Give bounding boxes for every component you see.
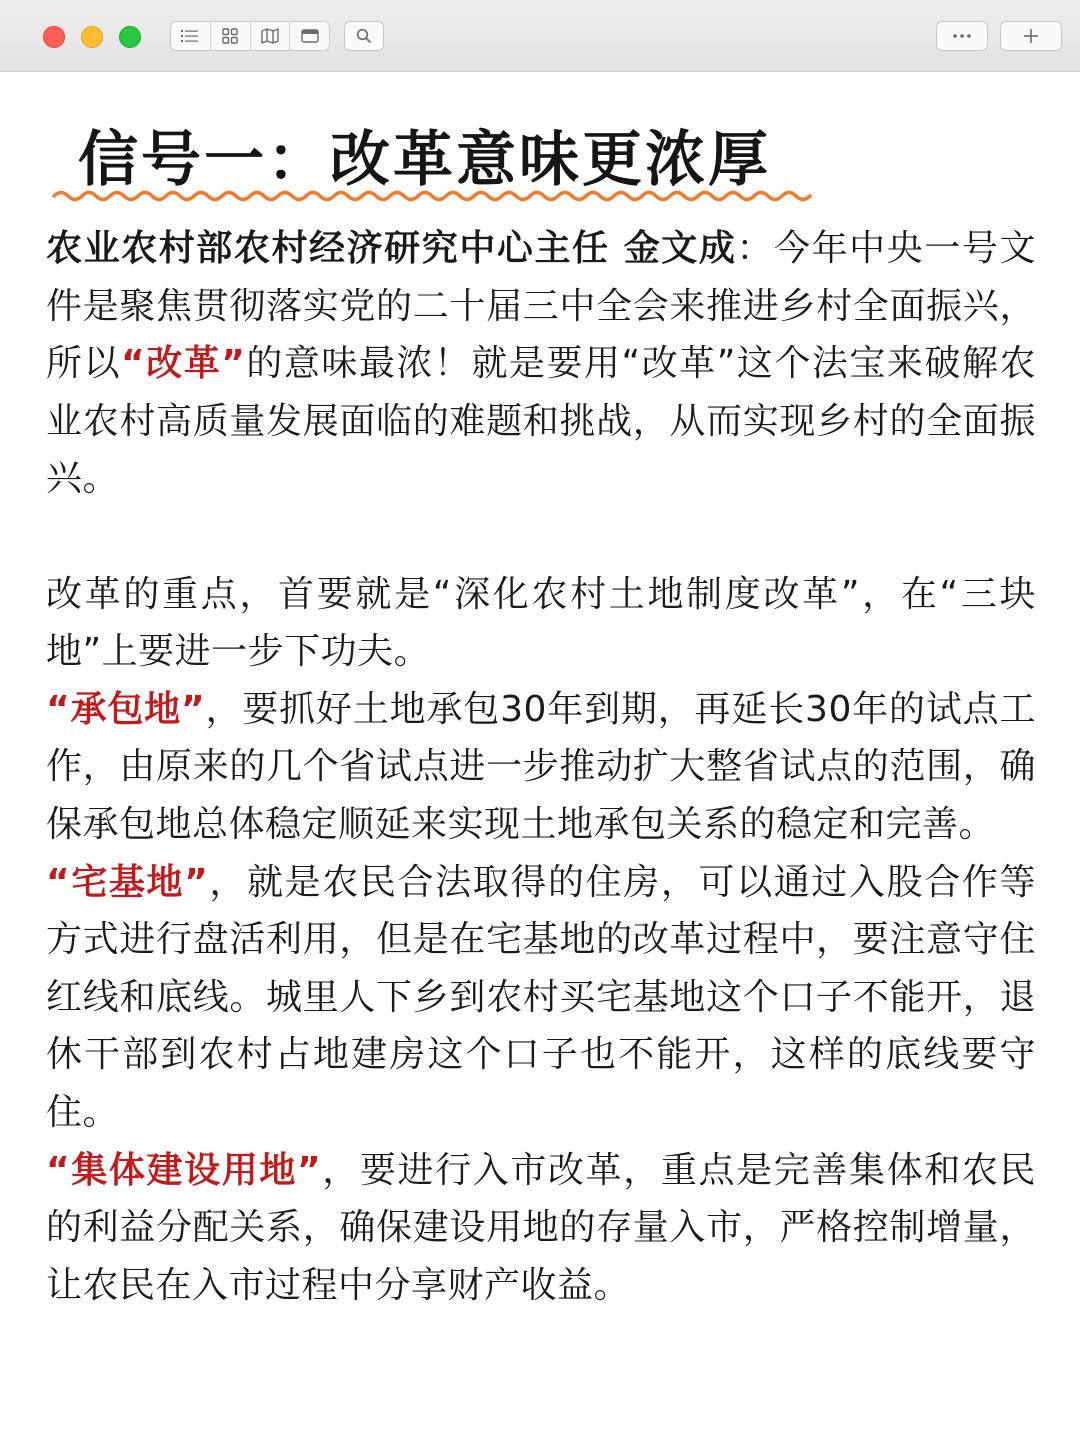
intro-paragraph	[46, 220, 1036, 508]
close-window-button[interactable]	[43, 26, 65, 48]
title-block	[46, 110, 1036, 220]
item-term: “宅基地”	[46, 861, 209, 903]
focus-paragraph: 改革的重点，首要就是“深化农村土地制度改革”，在“三块地”上要进一步下功夫。	[46, 573, 1036, 673]
window-icon	[300, 27, 320, 45]
zoom-window-button[interactable]	[119, 26, 141, 48]
search-icon	[355, 27, 373, 45]
search-button[interactable]	[344, 21, 384, 51]
add-button[interactable]	[1000, 21, 1062, 51]
grid-view-button[interactable]	[211, 22, 251, 50]
item-homestead	[46, 854, 1036, 1142]
more-button[interactable]	[936, 21, 988, 51]
highlight-term: “改革”	[121, 343, 246, 385]
article	[46, 110, 1036, 1314]
grid-view-icon	[221, 27, 239, 45]
more-icon	[951, 32, 973, 40]
item-term: “集体建设用地”	[46, 1149, 322, 1191]
minimize-window-button[interactable]	[81, 26, 103, 48]
item-text: ，要进行入市改革，重点是完善集体和农民的利益分配关系，确保建设用地的存量入市，严格控制增量，让农民在入市过程中分享财产收益。	[46, 1149, 1036, 1306]
add-icon	[1022, 27, 1040, 45]
view-switcher	[170, 21, 330, 51]
page-title: 信号一：改革意味更浓厚	[78, 125, 771, 195]
item-term: “承包地”	[46, 688, 206, 730]
map-icon	[260, 27, 280, 45]
intro-text-1: ：今年中央一号文件是聚焦贯彻落实党的二十届三中全会来推进乡村全面振兴，所以	[46, 228, 1036, 385]
item-text: ，就是农民合法取得的住房，可以通过入股合作等方式进行盘活利用，但是在宅基地的改革过程中，要注意守住红线和底线。城里人下乡到农村买宅基地这个口子不能开，退休干部到农村占地建房这个口子也不能开，这样的底线要守住。	[46, 861, 1036, 1133]
wavy-underline	[52, 186, 812, 206]
speaker-name: 农业农村部农村经济研究中心主任 金文成	[46, 228, 737, 269]
intro-text-2: 的意味最浓！就是要用“改革”这个法宝来破解农业农村高质量发展面临的难题和挑战，从而实现乡村的全面振兴。	[46, 343, 1036, 500]
window-button[interactable]	[290, 22, 329, 50]
item-collective-land	[46, 1142, 1036, 1315]
list-view-button[interactable]	[171, 22, 211, 50]
toolbar	[0, 0, 1080, 72]
map-button[interactable]	[251, 22, 291, 50]
list-view-icon	[180, 28, 200, 44]
item-text: ，要抓好土地承包30年到期，再延长30年的试点工作，由原来的几个省试点进一步推动扩大整省试点的范围，确保承包地总体稳定顺延来实现土地承包关系的稳定和完善。	[46, 688, 1036, 845]
paragraph-gap	[46, 508, 1036, 566]
item-contract-land	[46, 681, 1036, 854]
